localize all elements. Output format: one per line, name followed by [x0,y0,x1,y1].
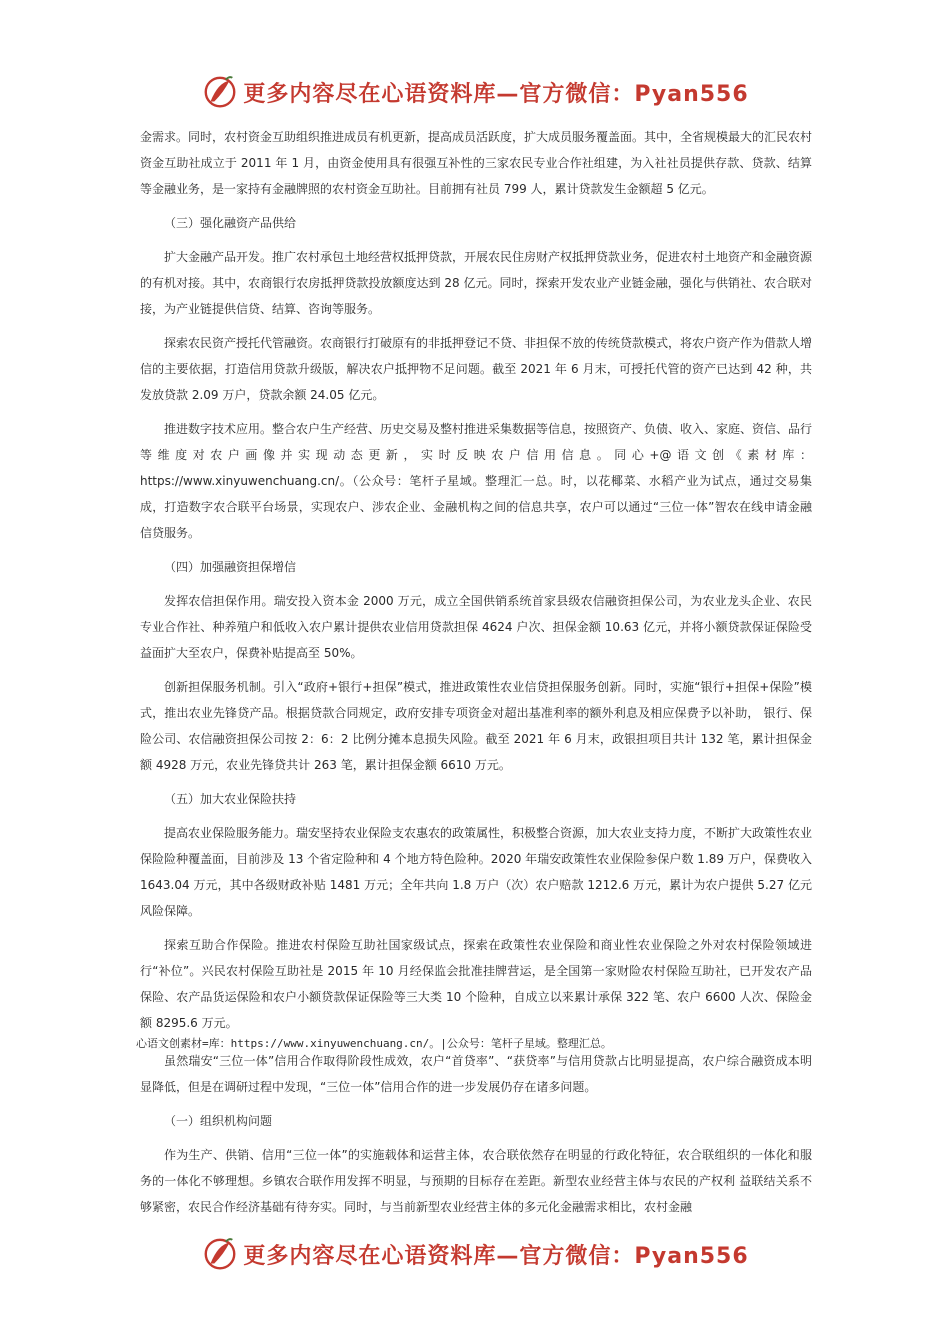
paragraph: 提高农业保险服务能力。瑞安坚持农业保险支农惠农的政策属性，积极整合资源，加大农业支持力度，不断扩大政策性农业保险险种覆盖面，目前涉及 13 个省定险种和 4 个地方特色险种。2020 年瑞安政策性农业保险参保户数 1.89 万户，保费收入 1643.04 万元，其中各级财政补贴 1481 万元；全年共向 1.8 万户（次）农户赔款 1212.6 万元，累计为农户提供 5.27 亿元风险保障。 [140,826,813,918]
document-body [136,124,813,1220]
banner-text: 更多内容尽在心语资料库—官方微信：Pyan556 [243,81,749,107]
footer-banner [0,1232,950,1276]
paragraph: 探索互助合作保险。推进农村保险互助社国家级试点，探索在政策性农业保险和商业性农业保险之外对农村保险领域进行“补位”。兴民农村保险互助社是 2015 年 10 月经保监会批准挂牌营运，是全国第一家财险农村保险互助社，已开发农产品保险、农产品货运保险和农户小额贷款保证保险等三大类 10 个险种，自成立以来累计承保 322 笔、农户 6600 人次、保险金额 8295.6 万元。 [140,938,812,1030]
paragraph: 金需求。同时，农村资金互助组织推进成员有机更新，提高成员活跃度，扩大成员服务覆盖面。其中，全省规模最大的汇民农村资金互助社成立于 2011 年 1 月，由资金使用具有很强互补性的三家农民专业合作社组建，为入社社员提供存款、贷款、结算等金融业务，是一家持有金融牌照的农村资金互助社。目前拥有社员 799 人，累计贷款发生金额超 5 亿元。 [140,130,813,196]
paragraph: 虽然瑞安“三位一体”信用合作取得阶段性成效，农户“首贷率”、“获贷率”与信用贷款占比明显提高，农户综合融资成本明显降低，但是在调研过程中发现，“三位一体”信用合作的进一步发展仍存在诸多问题。 [140,1054,812,1094]
header-banner [0,70,950,114]
watermark-overlay-text: 心语文创素材=库：https://www.xinyuwenchuang.cn/。|公众号：笔杆子星域。整理汇总。 [136,1037,612,1050]
chili-pen-logo-icon [201,1235,239,1273]
paragraph: 推进数字技术应用。整合农户生产经营、历史交易及整村推进采集数据等信息，按照资产、负债、收入、家庭、资信、品行等维度对农户画像并实现动态更新，实时反映农户信用信息。同心+@语文创《素材库：https://www.xinyuwenchuang.cn/。（公众号：笔杆子星域。整理汇一总。时，以花椰菜、水稻产业为试点，通过交易集成，打造数字农合联平台场景，实现农户、涉农企业、金融机构之间的信息共享，农户可以通过“三位一体”智农在线申请金融信贷服务。 [140,422,813,540]
chili-pen-logo-icon [201,73,239,111]
section-heading: （四）加强融资担保增信 [164,560,297,574]
paragraph: 创新担保服务机制。引入“政府+银行+担保”模式，推进政策性农业信贷担保服务创新。同时，实施“银行+担保+保险”模式，推出农业先锋贷产品。根据贷款合同规定，政府安排专项资金对超出基准利率的额外利息及相应保费予以补助， 银行、保险公司、农信融资担保公司按 2：6：2 比例分摊本息损失风险。截至 2021 年 6 月末，政银担项目共计 132 笔，累计担保金额 4928 万元，农业先锋贷共计 263 笔，累计担保金额 6610 万元。 [140,680,812,772]
paragraph: 发挥农信担保作用。瑞安投入资本金 2000 万元，成立全国供销系统首家县级农信融资担保公司，为农业龙头企业、农民专业合作社、种养殖户和低收入农户累计提供农业信用贷款担保 4624 户次、担保金额 10.63 亿元，并将小额贷款保证保险受益面扩大至农户，保费补贴提高至 50%。 [140,594,812,660]
section-heading: （一）组织机构问题 [164,1114,273,1128]
section-heading: （五）加大农业保险扶持 [164,792,297,806]
paragraph: 探索农民资产授托代管融资。农商银行打破原有的非抵押登记不贷、非担保不放的传统贷款模式，将农户资产作为借款人增信的主要依据，打造信用贷款升级版，解决农户抵押物不足问题。截至 2021 年 6 月末，可授托代管的资产已达到 42 种，共发放贷款 2.09 万户，贷款余额 24.05 亿元。 [140,336,813,402]
banner-text: 更多内容尽在心语资料库—官方微信：Pyan556 [243,1243,749,1269]
section-heading: （三）强化融资产品供给 [164,216,297,230]
paragraph: 作为生产、供销、信用“三位一体”的实施载体和运营主体，农合联依然存在明显的行政化特征，农合联组织的一体化和服务的一体化不够理想。乡镇农合联作用发挥不明显，与预期的目标存在差距。新型农业经营主体与农民的产权利 益联结关系不够紧密，农民合作经济基础有待夯实。同时，与当前新型农业经营主体的多元化金融需求相比，农村金融 [140,1148,812,1214]
paragraph: 扩大金融产品开发。推广农村承包土地经营权抵押贷款，开展农民住房财产权抵押贷款业务，促进农村土地资产和金融资源的有机对接。其中，农商银行农房抵押贷款投放额度达到 28 亿元。同时，探索开发农业产业链金融，强化与供销社、农合联对接，为产业链提供信贷、结算、咨询等服务。 [140,250,813,316]
